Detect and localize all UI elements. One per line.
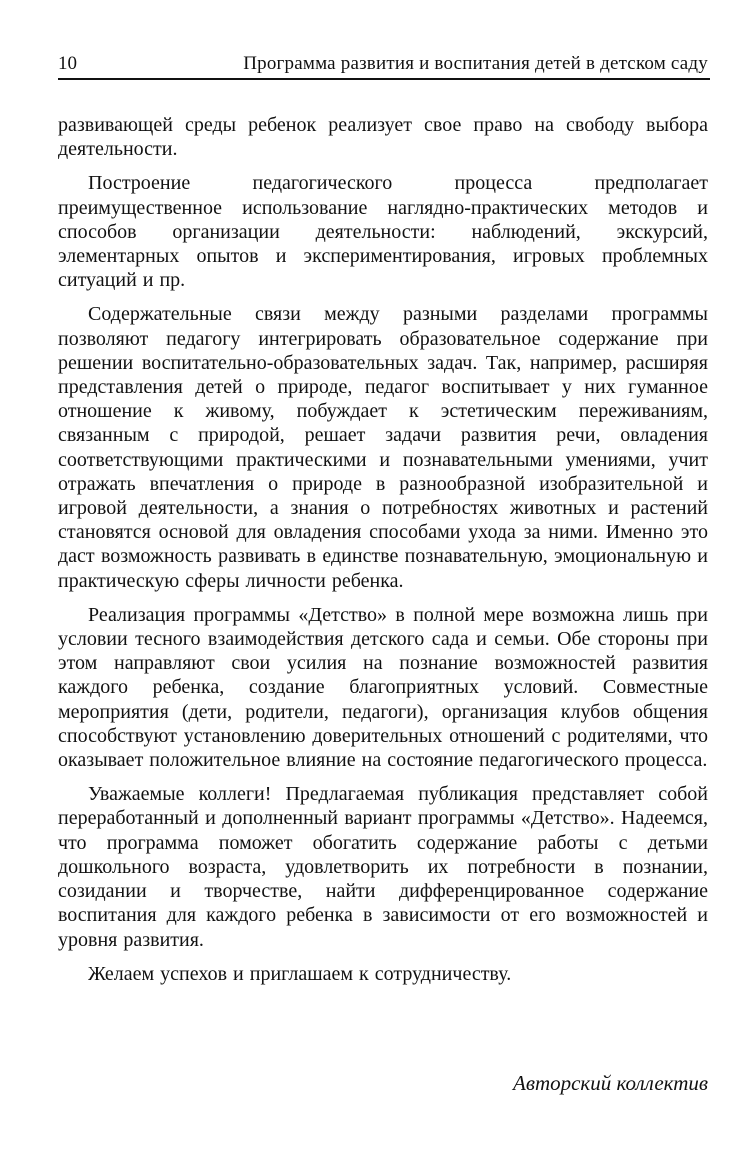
- paragraph-program-implementation: Реализация программы «Детство» в полной мере возможна лишь при условии тесного взаимодействия детского сада и семьи. Обе стороны при этом направляют свои усилия на познание возможностей развития каждого ребенка, создание благоприятных условий. Совместные мероприятия (дети, родители, педагоги), организация клубов общения способствуют установлению доверительных отношений с родителями, что оказывает положительное влияние на состояние педагогического процесса.: [58, 603, 708, 772]
- body-text: [58, 113, 708, 996]
- paragraph-address-to-colleagues: Уважаемые коллеги! Предлагаемая публикация представляет собой переработанный и дополненный вариант программы «Детство». Надеемся, что программа поможет обогатить содержание работы с детьми дошкольного возраста, удовлетворить их потребности в познании, созидании и творчестве, найти дифференцированное содержание воспитания для каждого ребенка в зависимости от его возможностей и уровня развития.: [58, 783, 708, 951]
- paragraph-pedagogical-process: Построение педагогического процесса предполагает преимущественное использование наглядно-практических методов и способов организации деятельности: наблюдений, экскурсий, элементарных опытов и экспериментирования, игровых проблемных ситуаций и пр.: [58, 172, 708, 292]
- signature-authors: Авторский коллектив: [513, 1071, 708, 1095]
- page-number: 10: [58, 53, 77, 74]
- paragraph-closing-wish: Желаем успехов и приглашаем к сотрудничеству.: [88, 962, 512, 985]
- paragraph-continuation: развивающей среды ребенок реализует свое право на свободу выбора деятельности.: [58, 114, 708, 161]
- page-header: [58, 52, 710, 80]
- running-title: Программа развития и воспитания детей в детском саду: [243, 53, 708, 74]
- paragraph-content-links: Содержательные связи между разными разделами программы позволяют педагогу интегрировать образовательное содержание при решении воспитательно-образовательных задач. Так, например, расширяя представления детей о природе, педагог воспитывает у них гуманное отношение к живому, побуждает к эстетическим переживаниям, связанным с природой, решает задачи развития речи, овладения соответствующими практическими и познавательными умениями, учит отражать впечатления о природе в разнообразной изобразительной и игровой деятельности, а знания о потребностях животных и растений становятся основой для овладения способами ухода за ними. Именно это даст возможность развивать в единстве познавательную, эмоциональную и практическую сферы личности ребенка.: [58, 303, 708, 592]
